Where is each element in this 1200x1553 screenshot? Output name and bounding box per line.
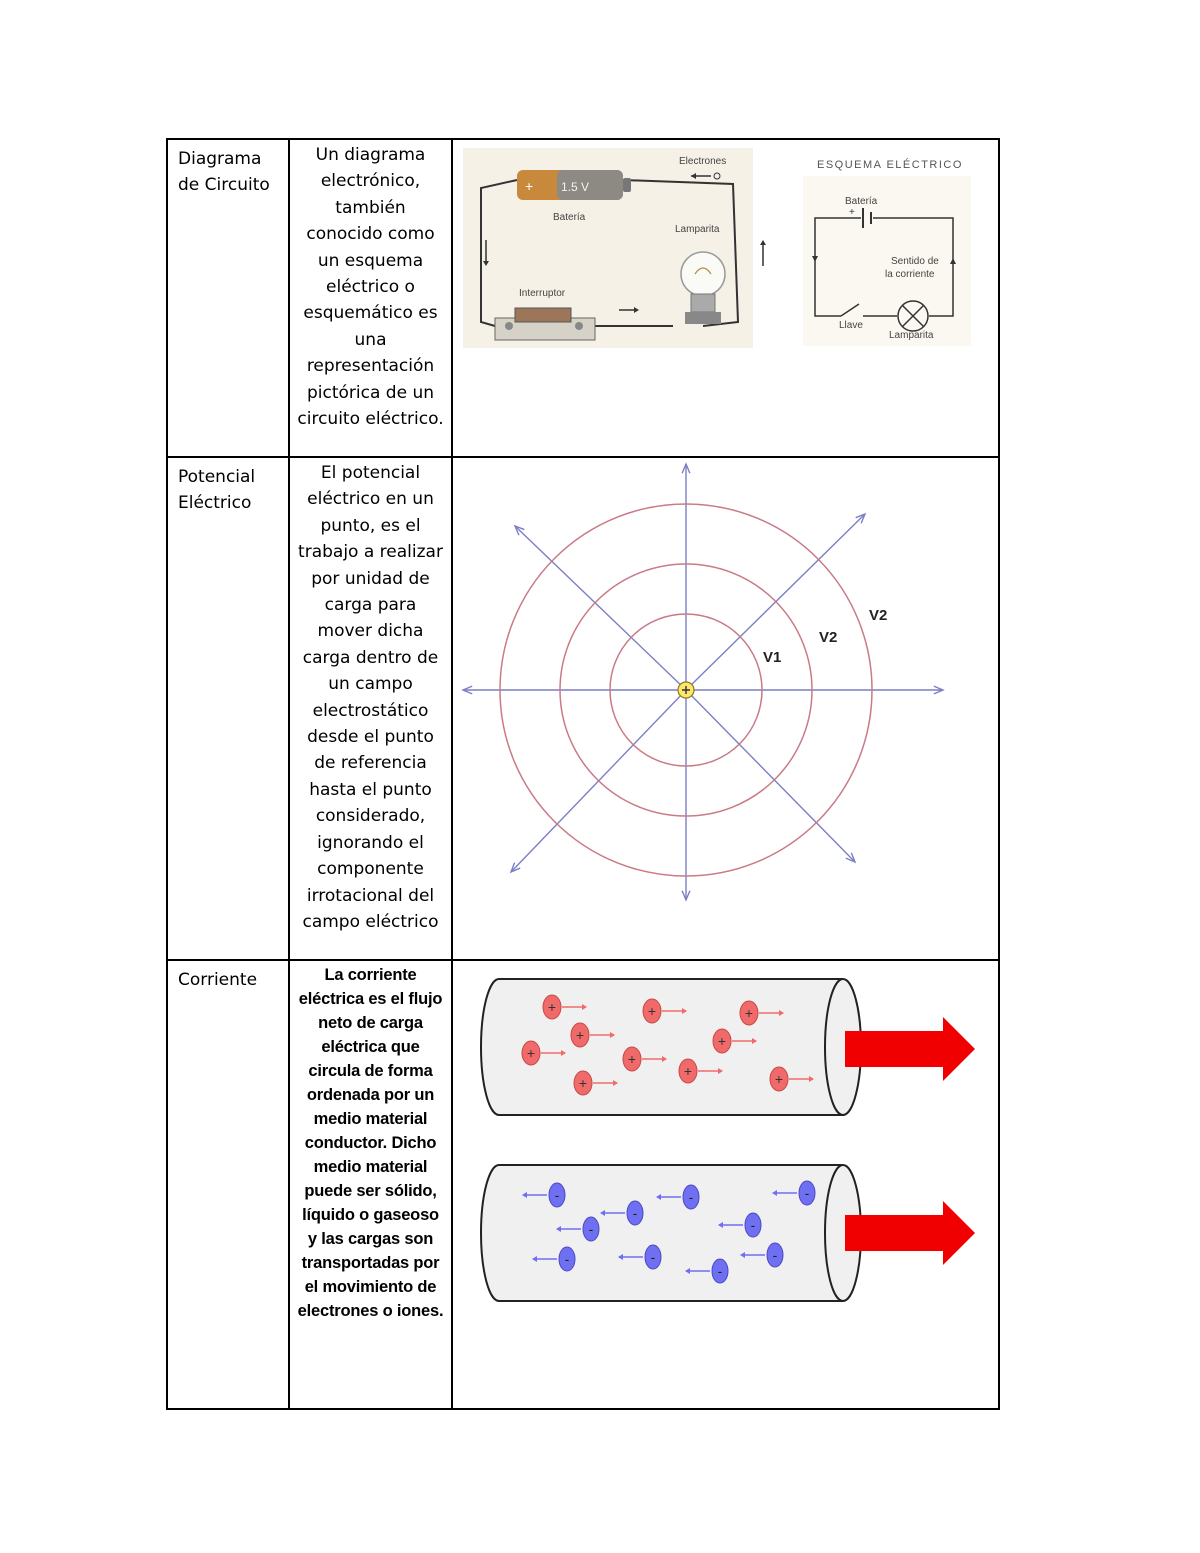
description-cell (289, 960, 452, 1409)
svg-text:+: + (849, 207, 855, 218)
switch-label: Interruptor (519, 288, 566, 299)
figure-cell (452, 457, 999, 960)
description-current: La corriente eléctrica es el flujo neto de carga eléctrica que circula de forma ordenada por un medio material conductor. Dicho medio material puede ser sólido, líquido o gaseoso y las cargas son transportadas por el movimiento de electrones o iones. (297, 966, 444, 1320)
negative-charge-symbol: - (772, 1247, 778, 1263)
electric-potential-figure (453, 458, 998, 959)
negative-charge-symbol: - (750, 1217, 756, 1233)
schematic-title: ESQUEMA ELÉCTRICO (817, 159, 963, 171)
positive-charge-symbol: + (683, 1063, 693, 1079)
negative-charge-symbol: - (632, 1205, 638, 1221)
term-cell (167, 457, 289, 960)
positive-charge-symbol: + (717, 1033, 727, 1049)
term-current: Corriente (178, 970, 258, 990)
positive-charge-symbol: + (774, 1071, 784, 1087)
electrons-label: Electrones (679, 156, 727, 167)
current-direction-label-2: la corriente (885, 269, 935, 280)
flow-arrow-top-icon (845, 1017, 975, 1081)
negative-charge-symbol: - (588, 1221, 594, 1237)
definitions-table (166, 138, 998, 1408)
battery-voltage: 1.5 V (561, 180, 590, 194)
svg-text:+: + (525, 178, 534, 194)
label-v2-inner: V2 (819, 629, 838, 646)
row-electric-potential (167, 457, 999, 960)
flow-arrow-bottom-icon (845, 1201, 975, 1265)
term-cell (167, 960, 289, 1409)
label-v2-outer: V2 (869, 607, 888, 624)
term-cell (167, 139, 289, 457)
negative-charge-symbol: - (804, 1185, 810, 1201)
positive-charge-symbol: + (575, 1027, 585, 1043)
label-v1: V1 (763, 649, 782, 666)
positive-charge-symbol: + (526, 1045, 536, 1061)
current-direction-label-1: Sentido de (891, 256, 939, 267)
term-electric-potential: Potencial Eléctrico (178, 467, 256, 513)
schematic-lamp-label: Lamparita (889, 330, 934, 341)
row-current (167, 960, 999, 1409)
current-figure (453, 961, 998, 1408)
positive-charge-symbol: + (578, 1075, 588, 1091)
positive-charge-symbol: + (547, 999, 557, 1015)
row-circuit-diagram (167, 139, 999, 457)
positive-charge-symbol: + (647, 1003, 657, 1019)
schematic-battery-label: Batería (845, 196, 878, 207)
description-circuit-diagram: Un diagrama electrónico, también conocido como un esquema eléctrico o esquemático es una representación pictórica de un circuito eléctrico. (297, 145, 444, 430)
negative-charge-symbol: - (717, 1263, 723, 1279)
battery-label: Batería (553, 212, 586, 223)
negative-charge-symbol: - (688, 1189, 694, 1205)
description-electric-potential: El potencial eléctrico en un punto, es el trabajo a realizar por unidad de carga para mover dicha carga dentro de un campo electrostático desde el punto de referencia hasta el punto considerado, ignorando el componente irrotacional del campo eléctrico (298, 463, 443, 932)
schematic-background (803, 176, 971, 346)
positive-charge-symbol: + (744, 1005, 754, 1021)
field-line (686, 690, 855, 862)
negative-charge-symbol: - (564, 1251, 570, 1267)
field-line (515, 526, 686, 690)
figure-cell (452, 139, 999, 457)
negative-charge-symbol: - (554, 1187, 560, 1203)
negative-charge-symbol: - (650, 1249, 656, 1265)
key-label: Llave (839, 320, 863, 331)
lamp-icon (681, 252, 725, 324)
positive-charge-symbol: + (627, 1051, 637, 1067)
lamp-label: Lamparita (675, 224, 720, 235)
description-cell (289, 139, 452, 457)
circuit-diagram-figure (453, 140, 998, 456)
figure-cell (452, 960, 999, 1409)
field-lines (463, 464, 943, 900)
term-circuit-diagram: Diagrama de Circuito (178, 149, 270, 195)
description-cell (289, 457, 452, 960)
